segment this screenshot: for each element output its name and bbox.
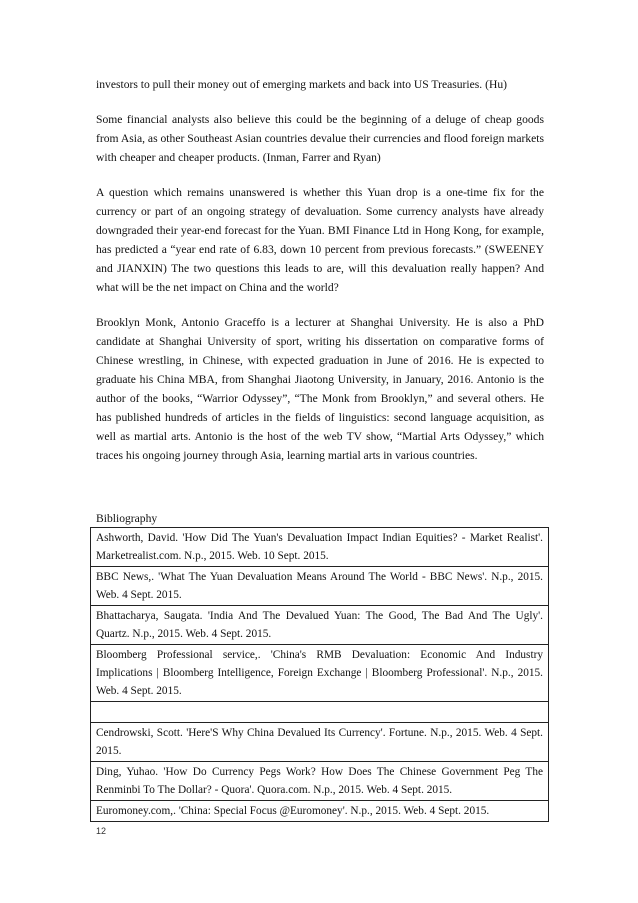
bibliography-entry: Ashworth, David. 'How Did The Yuan's Devaluation Impact Indian Equities? - Market Realist'. Marketrealist.com. N.p., 2015. Web. 10 Sept. 2015. [91,528,549,567]
bibliography-entry-empty [91,702,549,723]
table-row [91,801,549,822]
paragraph-author-bio: Brooklyn Monk, Antonio Graceffo is a lecturer at Shanghai University. He is also a PhD candidate at Shanghai University of sport, writing his dissertation on comparative forms of Chinese wrestling, in Chinese, with expected graduation in June of 2016. He is expected to graduate his China MBA, from Shanghai Jiaotong University, in January, 2016. Antonio is the author of the books, “Warrior Odyssey”, “The Monk from Brooklyn,” and several others. He has published hundreds of articles in the fields of linguistics: second language acquisition, as well as martial arts. Antonio is the host of the web TV show, “Martial Arts Odyssey,” which traces his ongoing journey through Asia, learning martial arts in various countries. [96,316,544,462]
bibliography-entry: Euromoney.com,. 'China: Special Focus @Euromoney'. N.p., 2015. Web. 4 Sept. 2015. [91,801,549,822]
bibliography-table [90,527,549,822]
bibliography-heading: Bibliography [96,512,158,525]
bibliography-entry: BBC News,. 'What The Yuan Devaluation Means Around The World - BBC News'. N.p., 2015. Web. 4 Sept. 2015. [91,567,549,606]
body-text [96,75,544,481]
table-row [91,606,549,645]
bibliography-entry: Cendrowski, Scott. 'Here'S Why China Devalued Its Currency'. Fortune. N.p., 2015. Web. 4 Sept. 2015. [91,723,549,762]
table-row [91,702,549,723]
table-row [91,723,549,762]
paragraph-cheap-goods: Some financial analysts also believe this could be the beginning of a deluge of cheap goods from Asia, as other Southeast Asian countries devalue their currencies and flood foreign markets with cheaper and cheaper products. (Inman, Farrer and Ryan) [96,113,544,164]
table-row [91,567,549,606]
bibliography-entry: Ding, Yuhao. 'How Do Currency Pegs Work? How Does The Chinese Government Peg The Renminbi To The Dollar? - Quora'. Quora.com. N.p., 2015. Web. 4 Sept. 2015. [91,762,549,801]
paragraph-yuan-question: A question which remains unanswered is whether this Yuan drop is a one-time fix for the currency or part of an ongoing strategy of devaluation. Some currency analysts have already downgraded their year-end forecast for the Yuan. BMI Finance Ltd in Hong Kong, for example, has predicted a “year end rate of 6.83, down 10 percent from previous forecasts.” (SWEENEY and JIANXIN) The two questions this leads to are, will this devaluation really happen? And what will be the net impact on China and the world? [96,186,544,294]
table-row [91,528,549,567]
bibliography-entry: Bloomberg Professional service,. 'China's RMB Devaluation: Economic And Industry Implications | Bloomberg Intelligence, Foreign Exchange | Bloomberg Professional'. N.p., 2015. Web. 4 Sept. 2015. [91,645,549,702]
bibliography-entry: Bhattacharya, Saugata. 'India And The Devalued Yuan: The Good, The Bad And The Ugly'. Quartz. N.p., 2015. Web. 4 Sept. 2015. [91,606,549,645]
paragraph-treasuries: investors to pull their money out of emerging markets and back into US Treasuries. (Hu) [96,78,507,91]
page-number: 12 [96,826,107,836]
table-row [91,762,549,801]
table-row [91,645,549,702]
